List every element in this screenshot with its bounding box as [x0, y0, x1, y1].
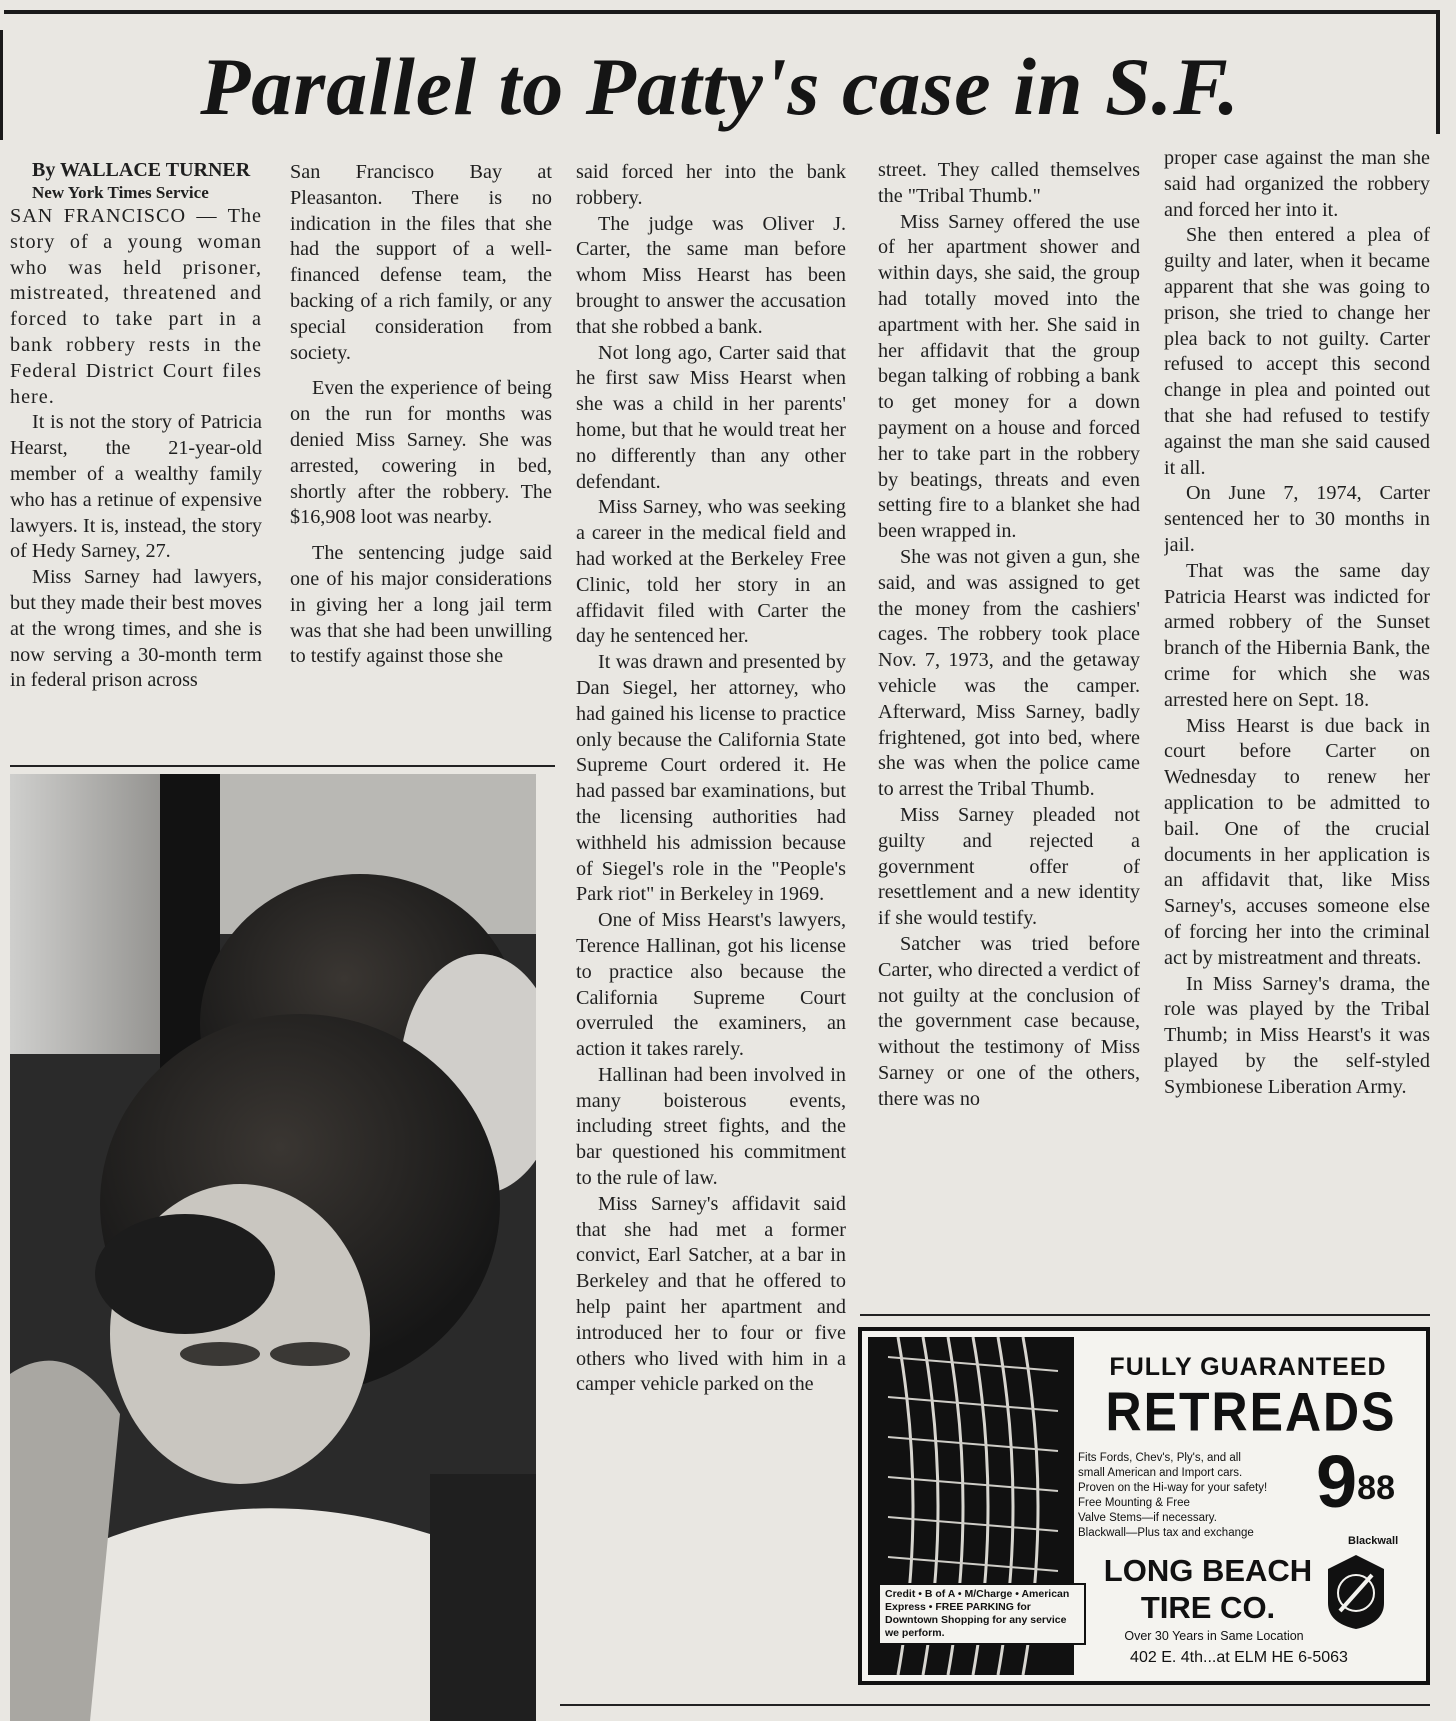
- paragraph: The sentencing judge said one of his major considerations in giving her a long jail term was that she had been unwilling to testify against those she: [290, 542, 552, 668]
- paragraph: She was not given a gun, she said, and was assigned to get the money from the cashiers' cages. The robbery took place Nov. 7, 1973, and the getaway vehicle was the camper. Afterward, Miss Sarney, badly frightened, got into bed, where she was when the police came to arrest the Tribal Thumb.: [878, 545, 1140, 801]
- tire-advertisement: [858, 1327, 1430, 1685]
- portrait-photo-image: [10, 774, 536, 1721]
- company-name-line-2: TIRE CO.: [1140, 1590, 1276, 1625]
- ad-top-rule: [860, 1314, 1430, 1316]
- paragraph: Miss Sarney offered the use of her apartment shower and within days, she said, the group had totally moved into the apartment with her. She said in her affidavit that the group began talking of robbing a bank to get money for a down payment on a house and forced her to take part in the robbery by beatings, threats and even setting fire to a blanket she had been wrapped in.: [878, 210, 1140, 543]
- ad-price: [1316, 1440, 1424, 1524]
- ad-detail-line: Fits Fords, Chev's, Ply's, and all: [1078, 1452, 1241, 1464]
- paragraph: One of Miss Hearst's lawyers, Terence Hallinan, got his license to practice also because the California Supreme Court overruled the examiners, an action it takes rarely.: [576, 909, 846, 1061]
- news-photo: [10, 774, 536, 1721]
- price-dollars: 9: [1316, 1440, 1358, 1523]
- paragraph: Miss Hearst is due back in court before Carter on Wednesday to renew her application to be admitted to bail. One of the crucial documents in her application is an affidavit that, like Miss Sarney's, accuses someone else of forcing her into the criminal act by mistreatment and threats.: [1164, 714, 1430, 969]
- paragraph: proper case against the man she said had organized the robbery and forced her into it.: [1164, 147, 1430, 221]
- credit-box: Credit • B of A • M/Charge • American Express • FREE PARKING for Downtown Shopping for any service we perform.: [878, 1583, 1086, 1645]
- blackwall-label: Blackwall: [1348, 1535, 1399, 1547]
- paragraph: She then entered a plea of guilty and later, when it became apparent that she was going to prison, she tried to change her plea back to not guilty. Carter refused to accept this second change in plea and pointed out that she had refused to testify against the man she said caused it all.: [1164, 224, 1430, 479]
- ad-details: [1078, 1451, 1326, 1541]
- price-cents: 88: [1357, 1469, 1395, 1507]
- tire-company-logo-icon: [1326, 1553, 1386, 1631]
- ad-detail-line: Proven on the Hi-way for your safety!: [1078, 1482, 1268, 1494]
- paragraph: On June 7, 1974, Carter sentenced her to 30 months in jail.: [1164, 482, 1430, 556]
- paragraph: Hallinan had been involved in many boisterous events, including street fights, and the bar questioned his commitment to the rule of law.: [576, 1063, 846, 1190]
- wire-service: New York Times Service: [32, 183, 209, 202]
- ad-years: Over 30 Years in Same Location: [1124, 1629, 1304, 1643]
- paragraph: In Miss Sarney's drama, the role was played by the Tribal Thumb; in Miss Hearst's it was played by the self-styled Symbionese Liberation Army.: [1164, 972, 1430, 1098]
- paragraph: Satcher was tried before Carter, who directed a verdict of not guilty at the conclusion of the government case because, without the testimony of Miss Sarney or one of the others, there was no: [878, 932, 1140, 1110]
- paragraph: street. They called themselves the "Tribal Thumb.": [878, 159, 1140, 207]
- paragraph: Miss Sarney's affidavit said that she had met a former convict, Earl Satcher, at a bar in Berkeley and that he offered to help paint her apartment and introduced her to four or five others who lived with him in a camper vehicle parked on the: [576, 1192, 846, 1396]
- article-column-2: [290, 160, 552, 754]
- paragraph: San Francisco Bay at Pleasanton. There is no indication in the files that she had the support of a well-financed defense team, the backing of a rich family, or any special consideration from society.: [290, 161, 552, 364]
- article-column-3: [576, 160, 846, 1716]
- paragraph: Miss Sarney, who was seeking a career in the medical field and had worked at the Berkeley Free Clinic, told her story in an affidavit filed with Carter the day he sentenced her.: [576, 496, 846, 648]
- top-border-rule: [4, 10, 1440, 14]
- ad-title: RETREADS: [1105, 1381, 1397, 1443]
- paragraph: It was drawn and presented by Dan Siegel, her attorney, who had gained his license to practice only because the California State Supreme Court ordered it. He had passed bar examinations, but the licensing authorities had withheld his admission because of Siegel's role in the "People's Park riot" in Berkeley in 1969.: [576, 651, 846, 906]
- ad-detail-line: Blackwall—Plus tax and exchange: [1078, 1527, 1254, 1539]
- article-column-5: [1164, 146, 1430, 1312]
- company-name-line-1: LONG BEACH: [1103, 1553, 1313, 1588]
- paragraph: SAN FRANCISCO — The story of a young woman who was held prisoner, mistreated, threatened and forced to take part in a bank robbery rests in the Federal District Court files here.: [10, 205, 262, 408]
- photo-top-rule: [10, 765, 555, 767]
- bottom-rule: [560, 1704, 1430, 1706]
- article-column-1: [10, 158, 262, 754]
- paragraph: The judge was Oliver J. Carter, the same man before whom Miss Hearst has been brought to answer the accusation that she robbed a bank.: [576, 212, 846, 338]
- ad-detail-line: Valve Stems—if necessary.: [1078, 1512, 1217, 1524]
- paragraph: That was the same day Patricia Hearst was indicted for armed robbery of the Sunset branch of the Hibernia Bank, the crime for which she was arrested here on Sept. 18.: [1164, 559, 1430, 711]
- paragraph: Not long ago, Carter said that he first saw Miss Hearst when she was a child in her parents' home, but that he would treat her no differently than any other defendant.: [576, 341, 846, 493]
- byline: By WALLACE TURNER: [32, 159, 251, 181]
- ad-detail-line: Free Mounting & Free: [1078, 1497, 1190, 1509]
- paragraph: Miss Sarney had lawyers, but they made their best moves at the wrong times, and she is now serving a 30-month term in federal prison across: [10, 566, 262, 692]
- ad-heading: FULLY GUARANTEED: [1109, 1353, 1387, 1381]
- paragraph: Miss Sarney pleaded not guilty and rejected a government offer of resettlement and a new identity if she would testify.: [878, 803, 1140, 930]
- article-column-4: [878, 158, 1140, 1312]
- paragraph: Even the experience of being on the run for months was denied Miss Sarney. She was arrested, cowering in bed, shortly after the robbery. The $16,908 loot was nearby.: [290, 377, 552, 529]
- paragraph: It is not the story of Patricia Hearst, the 21-year-old member of a wealthy family who has a retinue of expensive lawyers. It is, instead, the story of Hedy Sarney, 27.: [10, 411, 262, 563]
- headline: Parallel to Patty's case in S.F.: [200, 41, 1240, 132]
- paragraph: said forced her into the bank robbery.: [576, 161, 846, 209]
- ad-detail-line: small American and Import cars.: [1078, 1467, 1243, 1479]
- ad-address: 402 E. 4th...at ELM HE 6-5063: [1130, 1649, 1348, 1666]
